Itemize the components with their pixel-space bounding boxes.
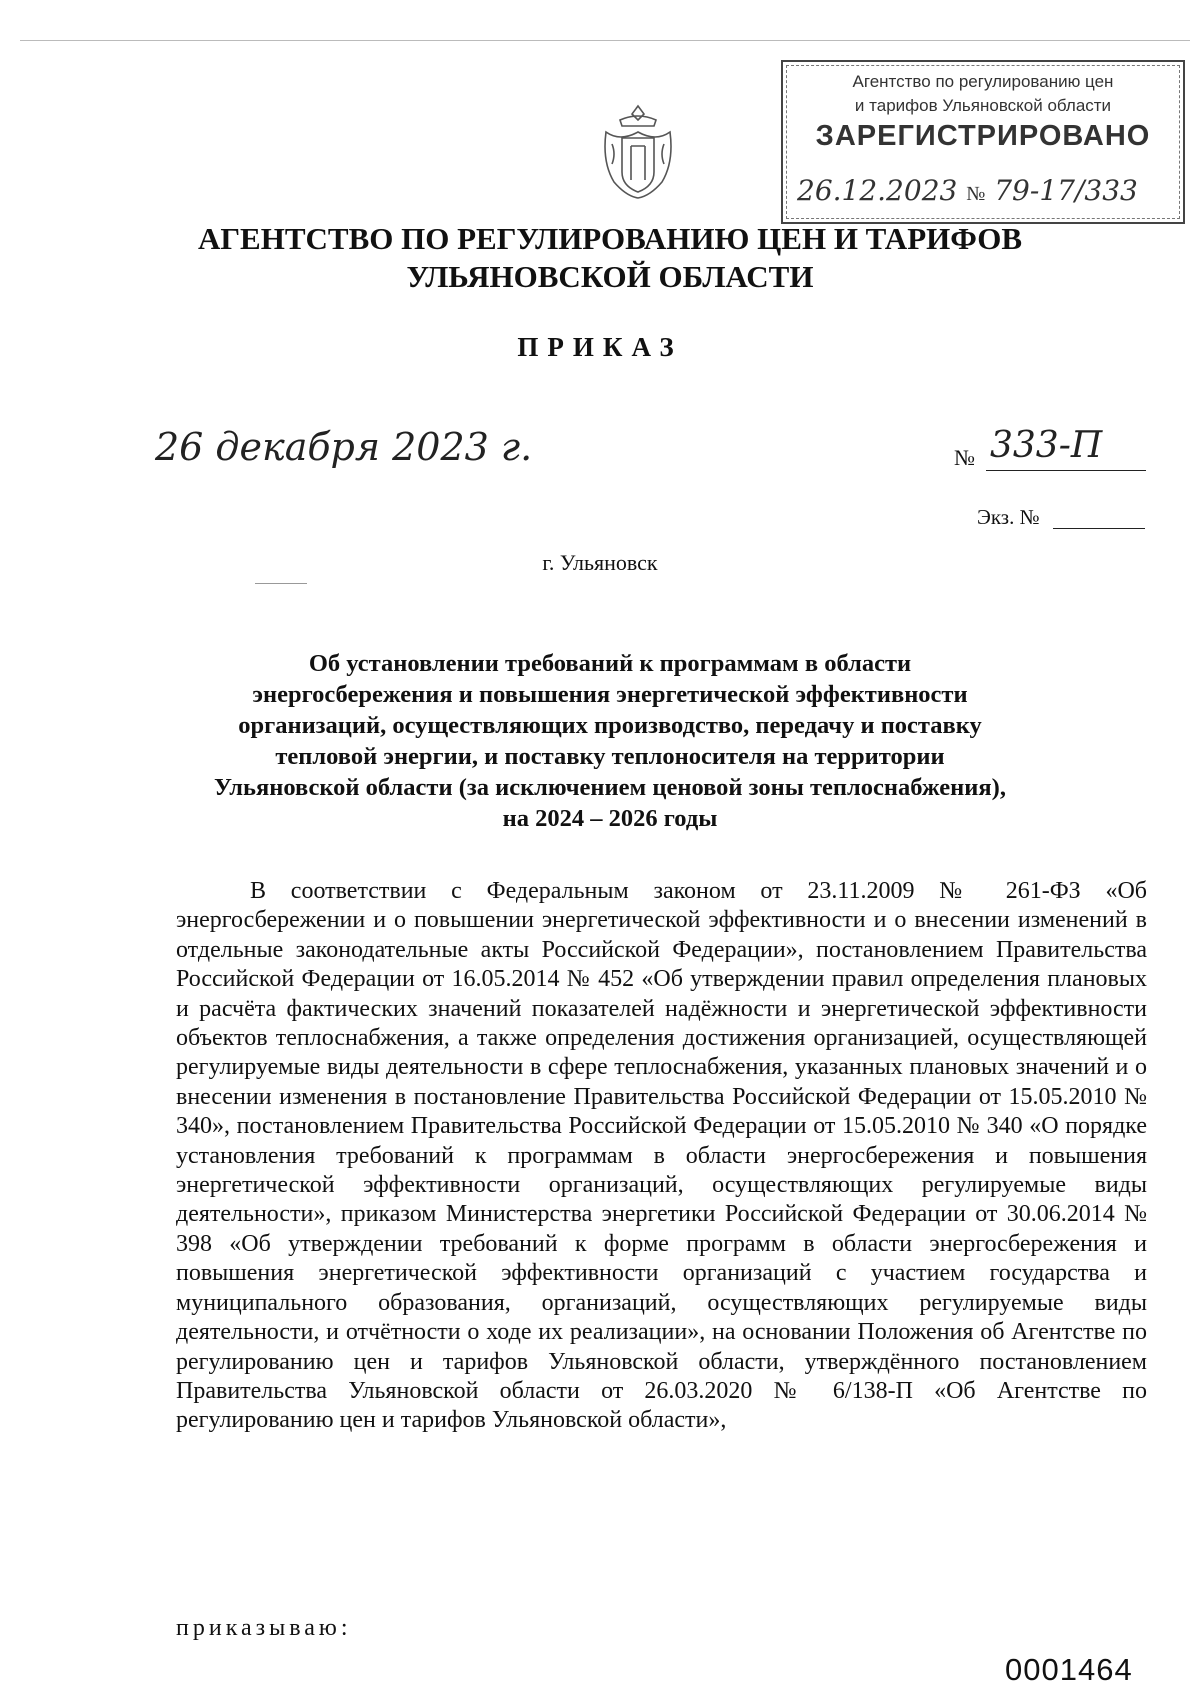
title-line: тепловой энергии, и поставку теплоносителя на территории	[275, 743, 945, 770]
stamp-agency-line2: и тарифов Ульяновской области	[854, 96, 1112, 115]
order-number-handwritten: 333-П	[990, 425, 1103, 466]
city: г. Ульяновск	[542, 550, 658, 575]
stamp-registration-record	[797, 174, 1177, 207]
order-number-label: №	[954, 445, 975, 470]
copy-number-line	[1053, 528, 1145, 529]
order-title	[150, 648, 1070, 834]
agency-name-line2: УЛЬЯНОВСКОЙ ОБЛАСТИ	[406, 259, 814, 294]
stamp-registered: ЗАРЕГИСТРИРОВАНО	[815, 120, 1151, 152]
order-number-underline	[986, 470, 1146, 471]
stamp-no-label: №	[966, 183, 986, 205]
prikazyvayu: приказываю:	[176, 1615, 352, 1641]
top-divider	[20, 40, 1190, 41]
stamp-agency-line1: Агентство по регулированию цен	[852, 72, 1114, 91]
agency-name-line1: АГЕНТСТВО ПО РЕГУЛИРОВАНИЮ ЦЕН И ТАРИФОВ	[197, 221, 1023, 256]
coat-of-arms-icon	[600, 102, 676, 200]
stamp-number: 79-17/333	[994, 174, 1138, 207]
document-type: ПРИКАЗ	[517, 332, 683, 362]
copy-number-label: Экз. №	[977, 505, 1040, 529]
title-line: организаций, осуществляющих производство, передачу и поставку	[238, 712, 982, 739]
stamp-date: 26.12.2023	[797, 174, 958, 207]
title-line: на 2024 – 2026 годы	[502, 805, 718, 832]
title-line: энергосбережения и повышения энергетической эффективности	[252, 681, 968, 708]
registration-stamp	[781, 60, 1185, 224]
agency-name	[120, 220, 1100, 296]
title-line: Ульяновской области (за исключением ценовой зоны теплоснабжения),	[214, 774, 1006, 801]
preamble-paragraph: В соответствии с Федеральным законом от 23.11.2009 № 261-ФЗ «Об энергосбережении и о повышении энергетической эффективности и о внесении изменений в отдельные законодательные акты Российской Федерации», постановлением Правительства Российской Федерации от 16.05.2014 № 452 «Об утверждении правил определения плановых и расчёта фактических значений показателей надёжности и энергетической эффективности объектов теплоснабжения, а также определения достижения организацией, осуществляющей регулируемые виды деятельности в сфере теплоснабжения, указанных плановых значений и о внесении изменения в постановление Правительства Российской Федерации от 15.05.2010 № 340», постановлением Правительства Российской Федерации от 15.05.2010 № 340 «О порядке установления требований к программам в области энергосбережения и повышения энергетической эффективности организаций, осуществляющих регулируемые виды деятельности», приказом Министерства энергетики Российской Федерации от 30.06.2014 № 398 «Об утверждении требований к форме программ в области энергосбережения и повышения энергетической эффективности организаций с участием государства и муниципального образования, организаций, осуществляющих регулируемые виды деятельности, и отчётности о ходе их реализации», на основании Положения об Агентстве по регулированию цен и тарифов Ульяновской области, утверждённого постановлением Правительства Ульяновской области от 26.03.2020 № 6/138-П «Об Агентстве по регулированию цен и тарифов Ульяновской области»,	[176, 878, 1147, 1434]
form-serial-number: 0001464	[1005, 1652, 1133, 1687]
order-date-handwritten: 26 декабря 2023 г.	[155, 425, 533, 469]
title-line: Об установлении требований к программам в области	[308, 650, 912, 677]
separator-mark	[255, 583, 307, 584]
